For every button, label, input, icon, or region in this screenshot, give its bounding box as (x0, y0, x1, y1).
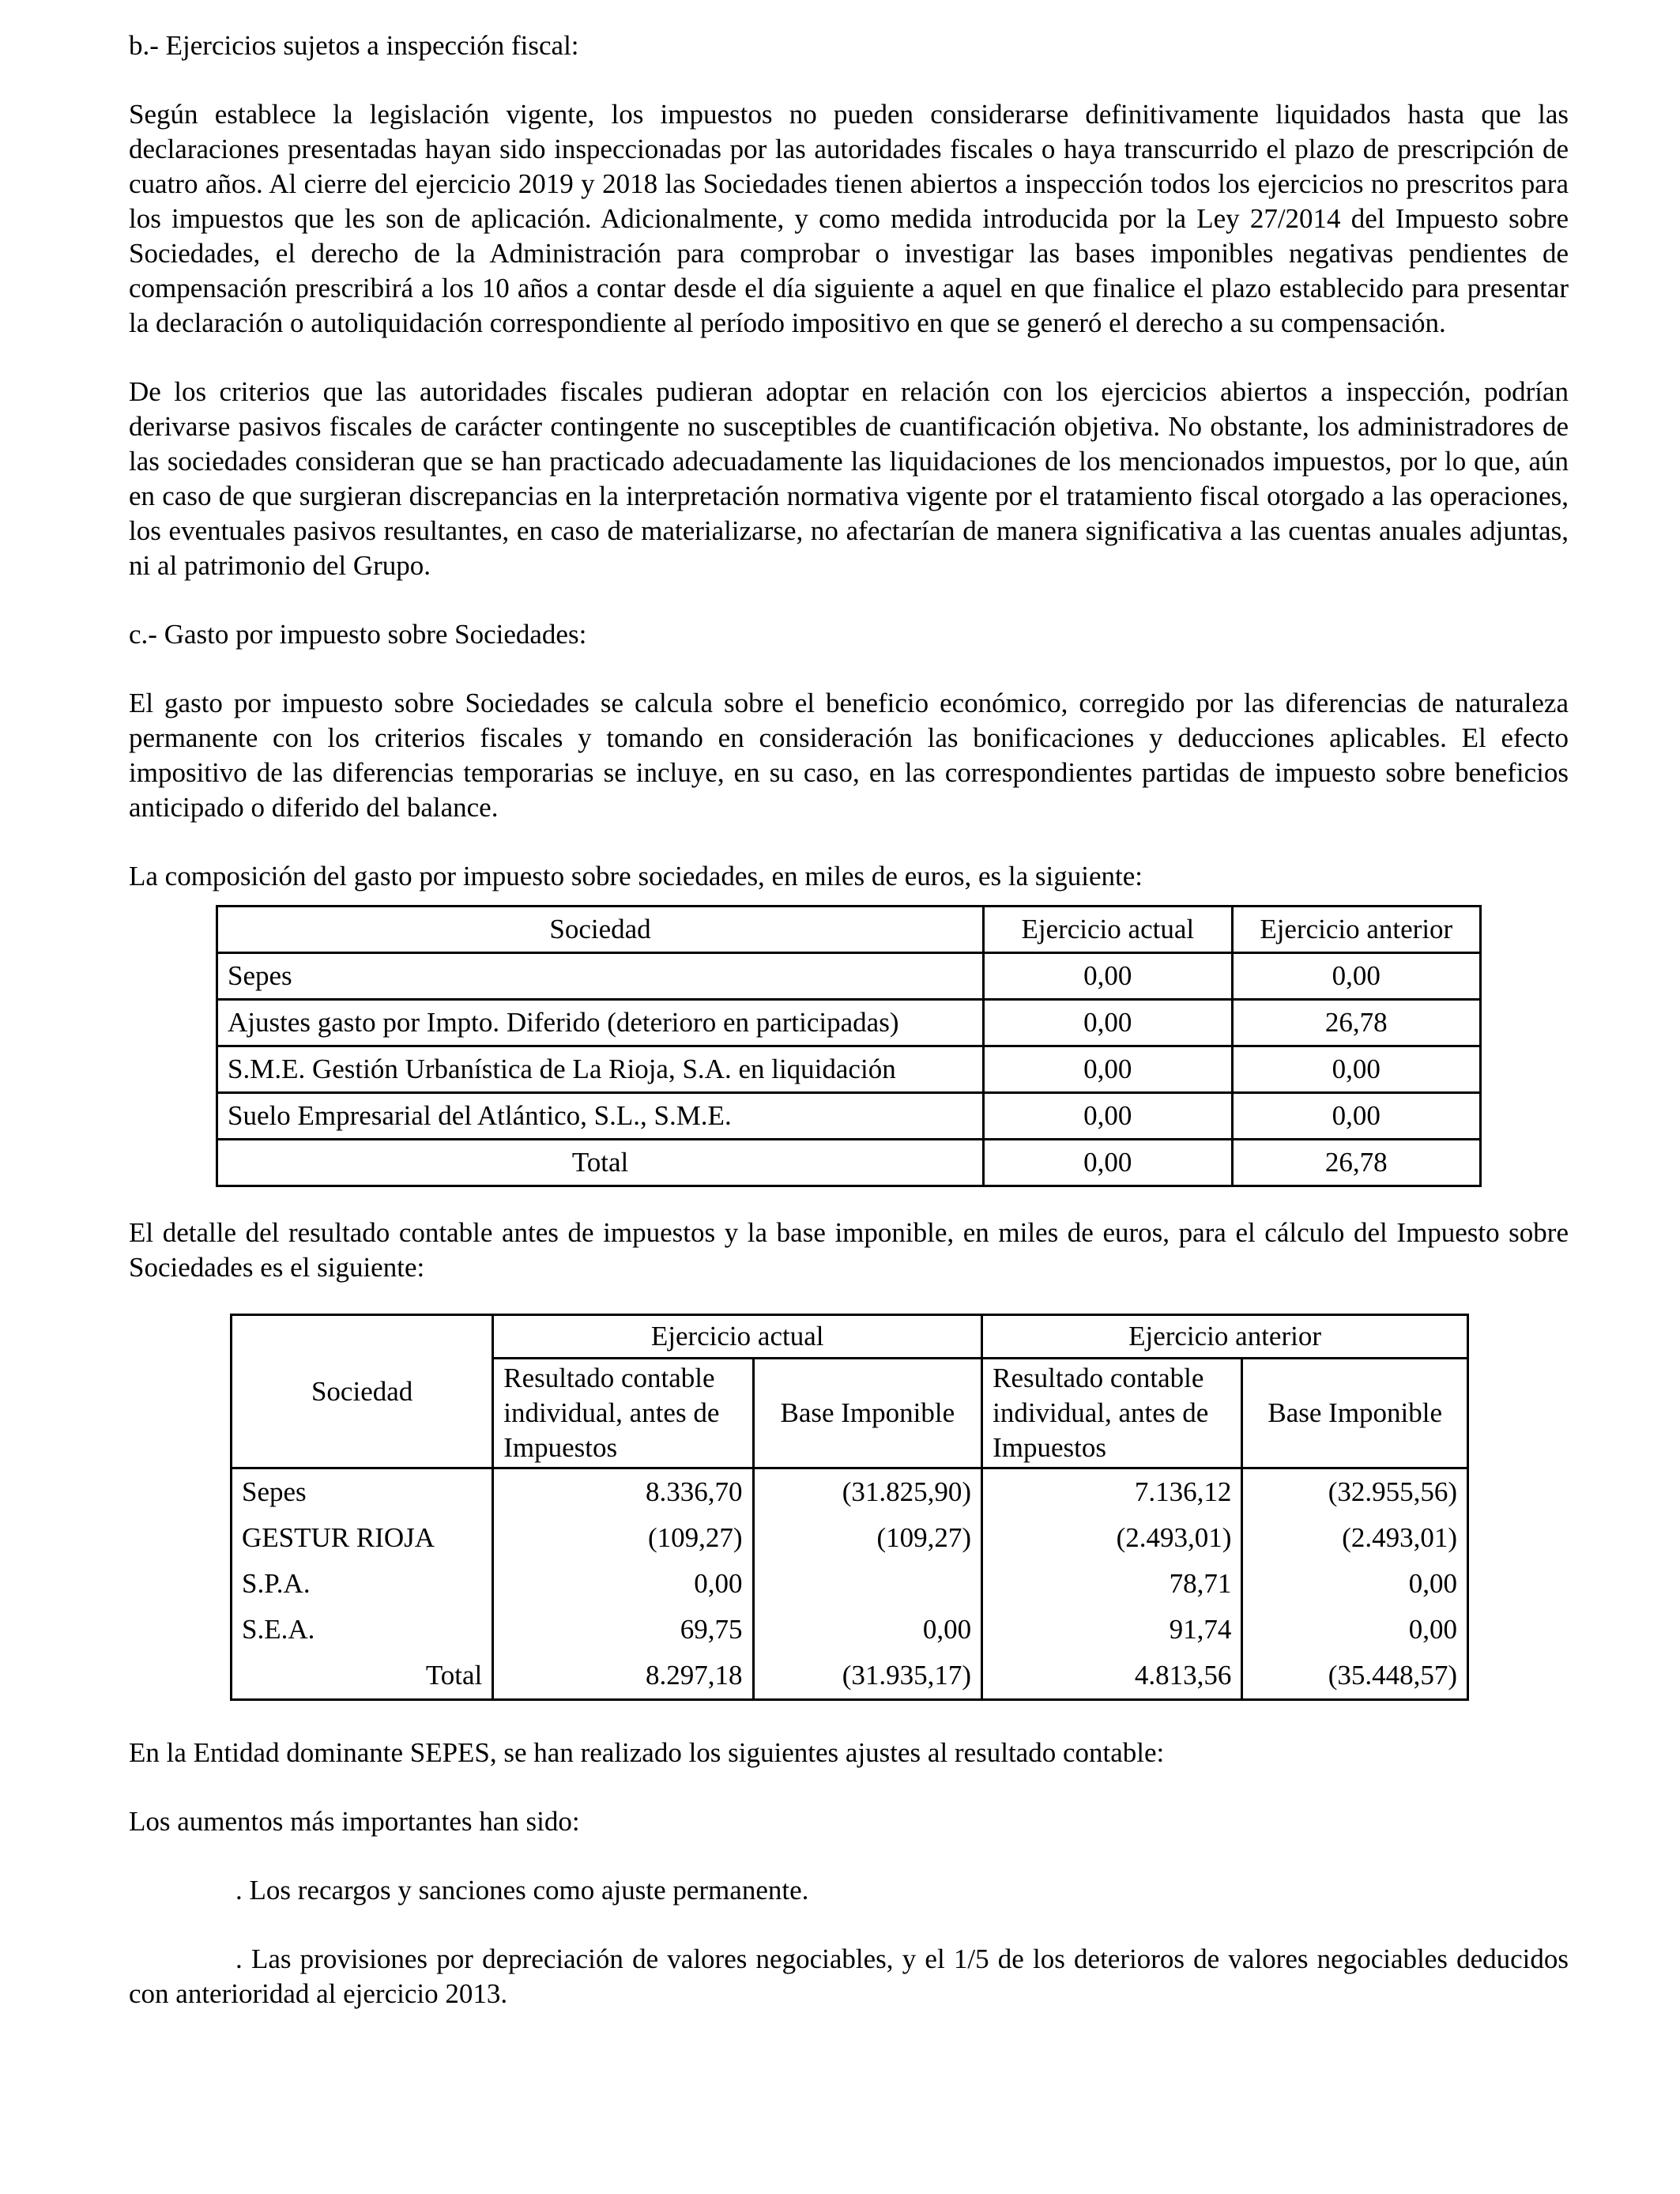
section-c-paragraph-1: El gasto por impuesto sobre Sociedades se calcula sobre el beneficio económico, corregido por las diferencias de naturaleza permanente con los criterios fiscales y tomando en consideración las bonificaciones y deducciones aplicables. El efecto impositivo de las diferencias temporarias se incluye, en su caso, en las correspondientes partidas de impuesto sobre beneficios anticipado o diferido del balance. (129, 688, 1569, 823)
row-label: Ajustes gasto por Impto. Diferido (deterioro en participadas) (217, 1000, 984, 1046)
row-value-actual: 0,00 (984, 1093, 1232, 1140)
row-value-actual: 0,00 (984, 1000, 1232, 1046)
row-label: S.M.E. Gestión Urbanística de La Rioja, S.A. en liquidación (217, 1046, 984, 1093)
header-resultado-anterior: Resultado contable individual, antes de Impuestos (982, 1359, 1242, 1468)
tax-expense-table (216, 905, 1482, 1187)
header-ejercicio-anterior: Ejercicio anterior (1232, 907, 1480, 953)
total-value-anterior: 26,78 (1232, 1140, 1480, 1186)
table-total-row (217, 1140, 1481, 1186)
header-resultado-actual: Resultado contable individual, antes de Impuestos (493, 1359, 753, 1468)
table-row (232, 1607, 1468, 1653)
table-row (217, 1093, 1481, 1140)
header-group-actual: Ejercicio actual (493, 1315, 982, 1359)
increase-item-2: . Las provisiones por depreciación de valores negociables, y el 1/5 de los deterioros de valores negociables deducidos con anterioridad al ejercicio 2013. (129, 1943, 1569, 2009)
row-base-actual: (31.825,90) (753, 1468, 982, 1516)
row-base-actual: (109,27) (753, 1515, 982, 1561)
total-base-actual: (31.935,17) (753, 1653, 982, 1700)
row-label: S.E.A. (232, 1607, 493, 1653)
row-resultado-anterior: 7.136,12 (982, 1468, 1242, 1516)
row-resultado-actual: 0,00 (493, 1561, 753, 1607)
table1-intro: La composición del gasto por impuesto sobre sociedades, en miles de euros, es la siguiente: (129, 861, 1143, 892)
adjustments-intro: En la Entidad dominante SEPES, se han realizado los siguientes ajustes al resultado contable: (129, 1737, 1165, 1768)
row-value-anterior: 0,00 (1232, 1093, 1480, 1140)
row-value-anterior: 0,00 (1232, 1046, 1480, 1093)
header-sociedad: Sociedad (232, 1315, 493, 1468)
section-b-heading: b.- Ejercicios sujetos a inspección fiscal: (129, 30, 579, 61)
total-label: Total (232, 1653, 493, 1700)
total-resultado-actual: 8.297,18 (493, 1653, 753, 1700)
total-resultado-anterior: 4.813,56 (982, 1653, 1242, 1700)
row-label: Sepes (232, 1468, 493, 1516)
row-base-anterior: (2.493,01) (1242, 1515, 1468, 1561)
header-base-anterior: Base Imponible (1242, 1359, 1468, 1468)
header-ejercicio-actual: Ejercicio actual (984, 907, 1232, 953)
table-group-header-row (232, 1315, 1468, 1359)
row-base-anterior: (32.955,56) (1242, 1468, 1468, 1516)
table-row (217, 953, 1481, 1000)
row-resultado-anterior: 78,71 (982, 1561, 1242, 1607)
row-resultado-actual: 8.336,70 (493, 1468, 753, 1516)
taxable-base-table (230, 1314, 1469, 1701)
table-row (217, 1000, 1481, 1046)
row-label: Sepes (217, 953, 984, 1000)
section-c-heading: c.- Gasto por impuesto sobre Sociedades: (129, 619, 587, 650)
section-b-paragraph-1: Según establece la legislación vigente, los impuestos no pueden considerarse definitivamente liquidados hasta que las declaraciones presentadas hayan sido inspeccionadas por las autoridades fiscales o haya transcurrido el plazo de prescripción de cuatro años. Al cierre del ejercicio 2019 y 2018 las Sociedades tienen abiertos a inspección todos los ejercicios no prescritos para los impuestos que les son de aplicación. Adicionalmente, y como medida introducida por la Ley 27/2014 del Impuesto sobre Sociedades, el derecho de la Administración para comprobar o investigar las bases imponibles negativas pendientes de compensación prescribirá a los 10 años a contar desde el día siguiente a aquel en que finalice el plazo establecido para presentar la declaración o autoliquidación correspondiente al período impositivo en que se generó el derecho a su compensación. (129, 99, 1569, 338)
row-resultado-actual: (109,27) (493, 1515, 753, 1561)
table2-intro: El detalle del resultado contable antes de impuestos y la base imponible, en miles de euros, para el cálculo del Impuesto sobre Sociedades es el siguiente: (129, 1217, 1569, 1283)
header-sociedad: Sociedad (217, 907, 984, 953)
total-label: Total (217, 1140, 984, 1186)
row-label: Suelo Empresarial del Atlántico, S.L., S.M.E. (217, 1093, 984, 1140)
row-value-actual: 0,00 (984, 1046, 1232, 1093)
row-base-actual (753, 1561, 982, 1607)
row-value-anterior: 0,00 (1232, 953, 1480, 1000)
total-base-anterior: (35.448,57) (1242, 1653, 1468, 1700)
increases-heading: Los aumentos más importantes han sido: (129, 1806, 580, 1837)
section-b-paragraph-2: De los criterios que las autoridades fiscales pudieran adoptar en relación con los ejercicios abiertos a inspección, podrían derivarse pasivos fiscales de carácter contingente no susceptibles de cuantificación objetiva. No obstante, los administradores de las sociedades consideran que se han practicado adecuadamente las liquidaciones de los mencionados impuestos, por lo que, aún en caso de que surgieran discrepancias en la interpretación normativa vigente por el tratamiento fiscal otorgado a las operaciones, los eventuales pasivos resultantes, en caso de materializarse, no afectarían de manera significativa a las cuentas anuales adjuntas, ni al patrimonio del Grupo. (129, 376, 1569, 581)
header-base-actual: Base Imponible (753, 1359, 982, 1468)
table-header-row (217, 907, 1481, 953)
table-row (232, 1515, 1468, 1561)
row-label: GESTUR RIOJA (232, 1515, 493, 1561)
header-group-anterior: Ejercicio anterior (982, 1315, 1468, 1359)
row-value-actual: 0,00 (984, 953, 1232, 1000)
row-value-anterior: 26,78 (1232, 1000, 1480, 1046)
row-label: S.P.A. (232, 1561, 493, 1607)
table-row (217, 1046, 1481, 1093)
row-resultado-actual: 69,75 (493, 1607, 753, 1653)
row-resultado-anterior: (2.493,01) (982, 1515, 1242, 1561)
document-page (129, 28, 1569, 2011)
row-resultado-anterior: 91,74 (982, 1607, 1242, 1653)
row-base-anterior: 0,00 (1242, 1561, 1468, 1607)
total-value-actual: 0,00 (984, 1140, 1232, 1186)
row-base-actual: 0,00 (753, 1607, 982, 1653)
increase-item-1: . Los recargos y sanciones como ajuste permanente. (235, 1875, 809, 1906)
table-row (232, 1468, 1468, 1516)
table-total-row (232, 1653, 1468, 1700)
table-row (232, 1561, 1468, 1607)
row-base-anterior: 0,00 (1242, 1607, 1468, 1653)
